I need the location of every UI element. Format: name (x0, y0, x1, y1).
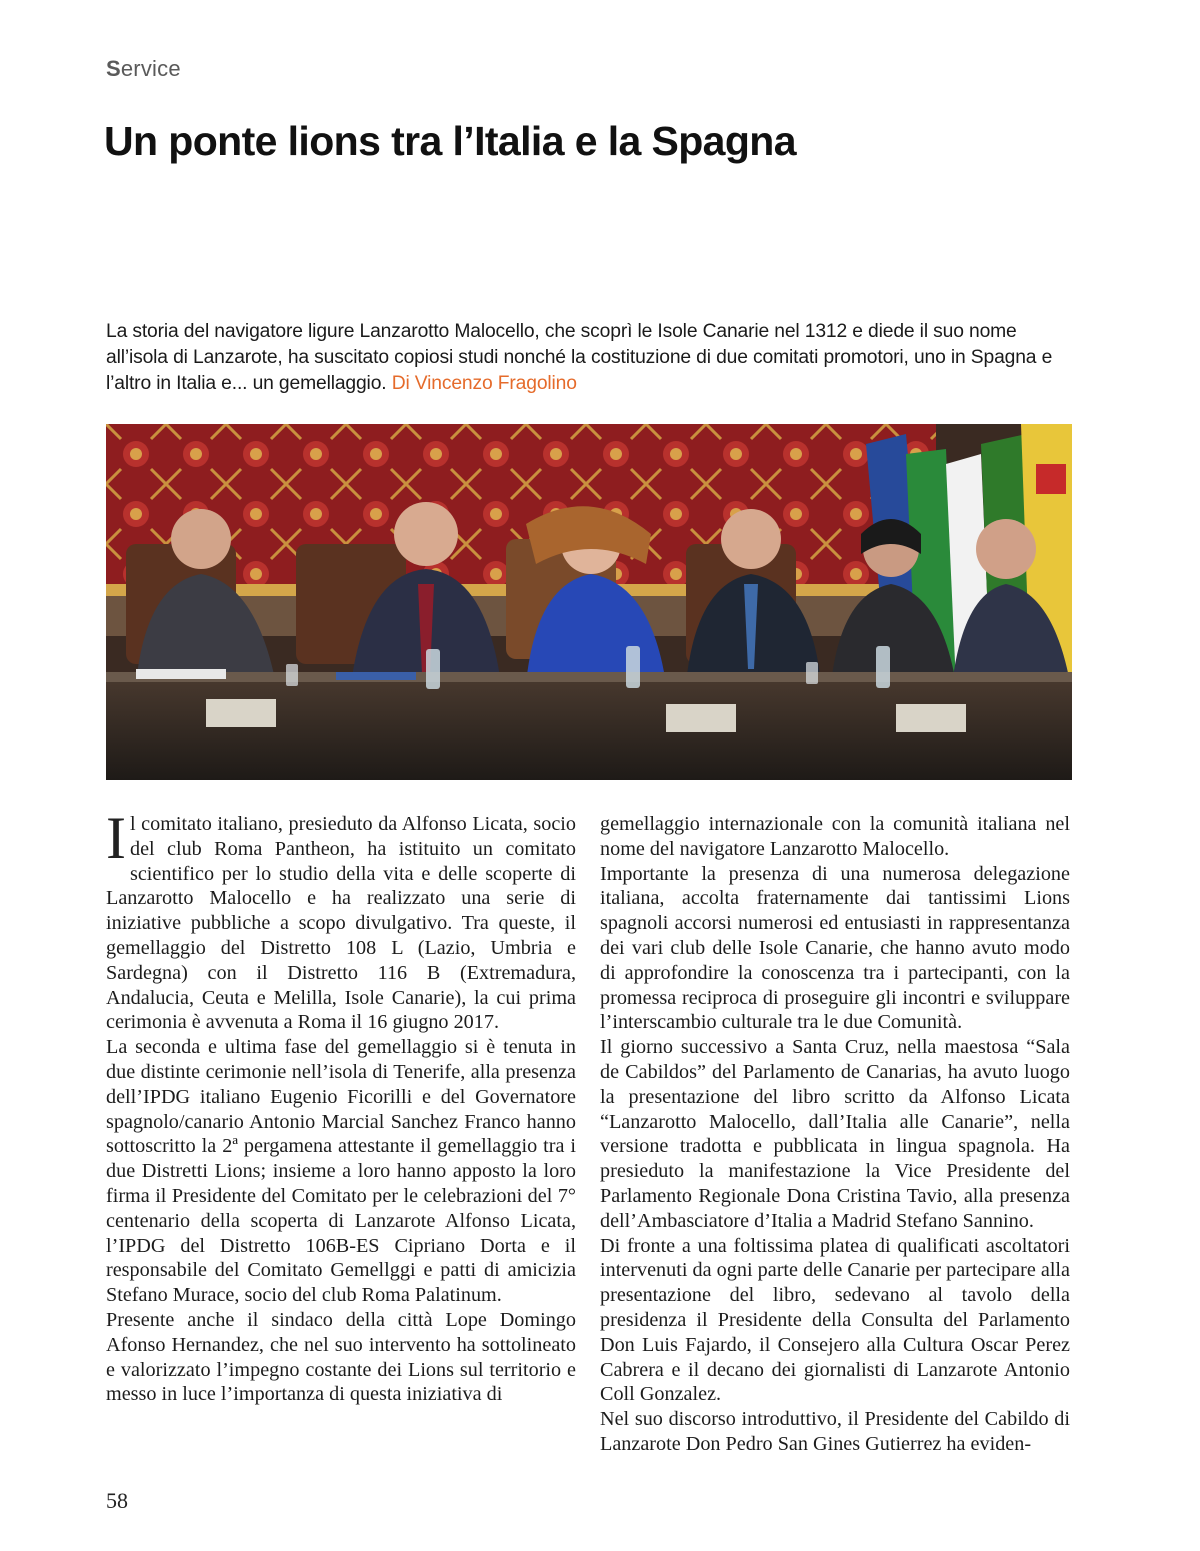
article-photo (106, 424, 1072, 780)
paragraph: Il giorno successivo a Santa Cruz, nella maestosa “Sala de Cabildos” del Parlamento de Canarias, ha avuto luogo la presentazione del libro scritto da Alfonso Licata “Lanzarotto Malocello, dall’Italia alle Canarie”, nella versione tradotta e pubblicata in lingua spagnola. Ha presieduto la manifestazione la Vice Presidente del Parlamento Regionale Dona Cristina Tavio, alla presenza dell’Ambasciatore d’Italia a Madrid Stefano Sannino. (600, 1036, 1070, 1232)
paragraph: Presente anche il sindaco della città Lope Domingo Afonso Hernandez, che nel suo intervento ha sottolineato e valorizzato l’impegno costante dei Lions sul territorio e messo in luce l’importanza di questa iniziativa di (106, 1308, 576, 1406)
body-column-right (600, 812, 1070, 1457)
article-title: Un ponte lions tra l’Italia e la Spagna (104, 118, 796, 164)
paragraph (106, 805, 576, 1035)
page-number: 58 (106, 1488, 128, 1513)
section-label-initial: S (106, 56, 121, 81)
body-column-left (106, 805, 576, 1407)
article-author: Di Vincenzo Fragolino (391, 373, 577, 394)
paragraph-text: l comitato italiano, presieduto da Alfonso Licata, socio del club Roma Pantheon, ha istituito un comitato scientifico per lo studio della vita e delle scoperte di Lanzarotto Malocello e ha realizzato una serie di iniziative pubbliche a scopo divulgativo. Tra queste, il gemellaggio del Distretto 108 L (Lazio, Umbria e Sardegna) con il Distretto 116 B (Extremadura, Andalucia, Ceuta e Melilla, Isole Canarie), la cui prima cerimonia è avvenuta a Roma il 16 giugno 2017. (106, 813, 576, 1034)
standfirst-text: La storia del navigatore ligure Lanzarotto Malocello, che scoprì le Isole Canarie nel 1312 e diede il suo nome all’isola di Lanzarote, ha suscitato copiosi studi nonché la costituzione di due comitati promotori, uno in Spagna e l’altro in Italia e... un gemellaggio. (106, 321, 1053, 394)
section-label-rest: ervice (120, 56, 181, 81)
paragraph: Nel suo discorso introduttivo, il Presidente del Cabildo di Lanzarote Don Pedro San Gines Gutierrez ha eviden- (600, 1408, 1070, 1455)
section-label (106, 56, 181, 82)
paragraph: Di fronte a una foltissima platea di qualificati ascoltatori intervenuti da ogni parte delle Canarie per partecipare alla presentazione del libro, sedevano al tavolo della presidenza il Presidente della Consulta del Parlamento Don Luis Fajardo, il Consejero alla Cultura Oscar Perez Cabrera e il decano dei giornalisti di Lanzarote Antonio Coll Gonzalez. (600, 1234, 1070, 1406)
paragraph: Importante la presenza di una numerosa delegazione italiana, accolta fraternamente dai tantissimi Lions spagnoli accorsi numerosi ed entusiasti in rappresentanza dei vari club delle Isole Canarie, che hanno avuto modo di approfondire la conoscenza tra i partecipanti, con la promessa reciproca di proseguire gli incontri e sviluppare l’interscambio culturale tra le due Comunità. (600, 862, 1070, 1034)
photo-icon (106, 424, 1072, 780)
drop-cap: I (106, 805, 126, 871)
article-standfirst (106, 319, 1076, 397)
paragraph: gemellaggio internazionale con la comunità italiana nel nome del navigatore Lanzarotto Malocello. (600, 813, 1070, 860)
paragraph: La seconda e ultima fase del gemellaggio si è tenuta in due distinte cerimonie nell’isola di Tenerife, alla presenza dell’IPDG italiano Eugenio Ficorilli e del Governatore spagnolo/canario Antonio Marcial Sanchez Franco hanno sottoscritto la 2ª pergamena attestante il gemellaggio tra i due Distretti Lions; insieme a loro hanno apposto la loro firma il Presidente del Comitato per le celebrazioni del 7° centenario della scoperta di Lanzarote Alfonso Licata, l’IPDG del Distretto 106B-ES Cipriano Dorta e il responsabile del Comitato Gemellggi e patti di amicizia Stefano Murace, socio del club Roma Palatinum. (106, 1036, 576, 1307)
